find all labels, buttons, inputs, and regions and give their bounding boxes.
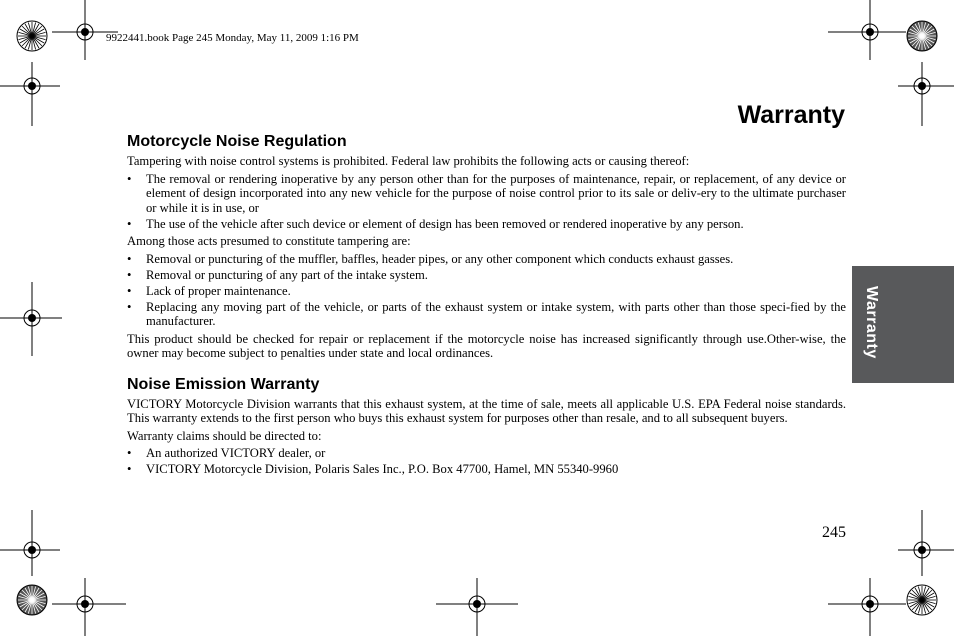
list-item: • Replacing any moving part of the vehicle, or parts of the exhaust system or intake system, with parts other than those speci-fied by the manufacturer. [127, 300, 846, 329]
paragraph-noise-check: This product should be checked for repair or replacement if the motorcycle noise has increased significantly through use.Other-wise, the owner may become subject to penalties under state and local ordinances. [127, 331, 846, 360]
section-side-tab-label: Warranty [863, 286, 880, 359]
list-item: • Removal or puncturing of the muffler, baffles, header pipes, or any other component which conducts exhaust gasses. [127, 252, 846, 267]
page-number: 245 [822, 524, 846, 541]
bullet-list-prohibited-acts [127, 172, 846, 232]
list-item: • The removal or rendering inoperative by any person other than for the purposes of maintenance, repair, or replacement, of any device or element of design incorporated into any new vehicle for the purpose of noise control prior to its sale or deliv-ery to the ultimate purchaser or while it is in use, or [127, 172, 846, 216]
section-heading-emission-warranty: Noise Emission Warranty [127, 375, 320, 393]
paragraph-tampering-acts: Among those acts presumed to constitute tampering are: [127, 234, 411, 248]
list-item: • Lack of proper maintenance. [127, 284, 846, 299]
paragraph-tampering-intro: Tampering with noise control systems is prohibited. Federal law prohibits the following acts or causing thereof: [127, 154, 690, 168]
paragraph-warranty-statement: VICTORY Motorcycle Division warrants that this exhaust system, at the time of sale, meets all applicable U.S. EPA Federal noise standards. This warranty extends to the first person who buys this exhaust system for purposes other than resale, and to all subsequent buyers. [127, 396, 846, 425]
printer-slug-line: 9922441.book Page 245 Monday, May 11, 2009 1:16 PM [106, 32, 359, 44]
list-item: • VICTORY Motorcycle Division, Polaris Sales Inc., P.O. Box 47700, Hamel, MN 55340-9960 [127, 462, 846, 477]
paragraph-claims-intro: Warranty claims should be directed to: [127, 428, 322, 443]
list-item: • Removal or puncturing of any part of the intake system. [127, 268, 846, 283]
list-item: • The use of the vehicle after such device or element of design has been removed or rendered inoperative by any person. [127, 217, 846, 232]
bullet-list-claim-contacts [127, 446, 846, 477]
list-item: • An authorized VICTORY dealer, or [127, 446, 846, 461]
page-title: Warranty [737, 101, 845, 129]
page-body [127, 133, 846, 480]
section-heading-noise-regulation: Motorcycle Noise Regulation [127, 133, 347, 150]
bullet-list-tampering-acts [127, 252, 846, 329]
